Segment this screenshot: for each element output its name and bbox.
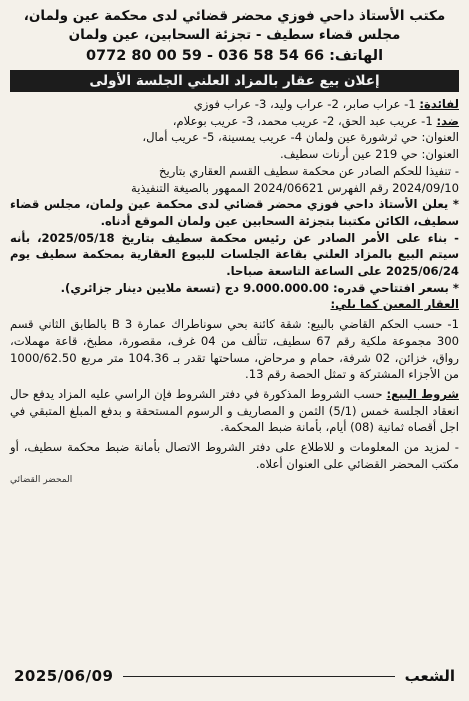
phone-label: الهاتف: [329, 48, 384, 64]
newspaper-footer [0, 664, 469, 688]
office-name: مكتب الأستاذ داحي فوزي محضر قضائي لدى محكمة عين ولمان، [23, 8, 446, 24]
office-address: مجلس قضاء سطيف - تجزئة السحابين، عين ولمان [68, 27, 401, 43]
claimants-line [10, 96, 459, 113]
address-line-1: العنوان: حي ثرشورة عين ولمان 4- عريب يمسينة، 5- عريب أمال، [142, 130, 459, 145]
conditions-label: شروط البيع: [386, 386, 459, 401]
newspaper-name: الشعب [404, 667, 455, 685]
opening-price: * بسعر افتتاحي قدره: 9.000.000.00 دج (تسعة ملايين دينار جزائري). [60, 280, 459, 295]
more-info: - لمزيد من المعلومات و للاطلاع على دفتر الشروط الاتصال بأمانة ضبط محكمة سطيف، أو مكتب المحضر القضائي على العنوان أعلاه. [10, 440, 459, 471]
property-title: العقار المعين كما يلي: [330, 297, 459, 312]
defendants-text: 1- عريب عبد الحق، 2- عريب محمد، 3- عريب بوعلام، [172, 113, 433, 128]
address-line-2: العنوان: حي 219 عين أرنات سطيف. [279, 147, 459, 162]
phone-numbers: 0772 80 00 59 - 036 58 54 66 [85, 48, 325, 64]
property-description: 1- حسب الحكم القاضي بالبيع: شقة كائنة بحي سوناطراك عمارة 3 B بالطابق الثاني قسم 300 مجموعة ملكية رقم 67 سطيف، تتألف من 04 غرف، مقصورة، مطبخ، قاعة مهملات، رواق، خزائن، 02 شرفة، حمام و مرحاض، مساحتها تقدر بـ 104.36 متر مربع 1000/62.50 من الأجزاء المشتركة و تمثل الحصة رقم 13. [10, 317, 459, 382]
office-phone [10, 45, 459, 67]
claimants-text: 1- عراب صابر، 2- عراب وليد، 3- عراب فوزي [193, 97, 416, 111]
claimants-label: لفائدة: [419, 97, 459, 111]
sale-order: - بناء على الأمر الصادر عن رئيس محكمة سطيف بتاريخ 2025/05/18، بأنه سيتم البيع بالمزاد العلني بقاعة الجلسات للبيوع العقارية بمحكمة سطيف يوم 2025/06/24 على الساعة التاسعة صباحا. [10, 230, 459, 279]
announcement-body [10, 96, 459, 489]
defendants-line [10, 113, 459, 130]
conditions-text: حسب الشروط المذكورة في دفتر الشروط فإن الراسي عليه المزاد يدفع حال انعقاد الجلسة خمس (5/1) الثمن و المصاريف و الرسوم المستحقة و بدفع المبلغ المتبقي في اجل أقصاه ثمانية (08) أيام، بأمانة ضبط المحكمة. [10, 386, 460, 435]
judgment-line-2: 2024/09/10 رقم الفهرس 2024/06621 الممهور بالصيغة التنفيذية [130, 180, 459, 195]
sale-conditions [10, 386, 459, 436]
publication-date: 2025/06/09 [14, 667, 114, 685]
footer-divider [123, 676, 394, 677]
judgment-line-1: - تنفيذا للحكم الصادر عن محكمة سطيف القسم العقاري بتاريخ [159, 163, 459, 178]
bailiff-announcement: * يعلن الأستاذ داحي فوزي محضر قضائي لدى محكمة عين ولمان، مجلس قضاء سطيف، الكائن مكتبنا بتجزئة السحابين عين ولمان الموقع أدناه. [10, 197, 459, 228]
office-header [10, 6, 459, 67]
defendants-label: ضد: [436, 113, 459, 128]
announcement-title: إعلان بيع عقار بالمزاد العلني الجلسة الأولى [10, 70, 459, 92]
bailiff-signature: المحضر القضائي [10, 475, 73, 486]
